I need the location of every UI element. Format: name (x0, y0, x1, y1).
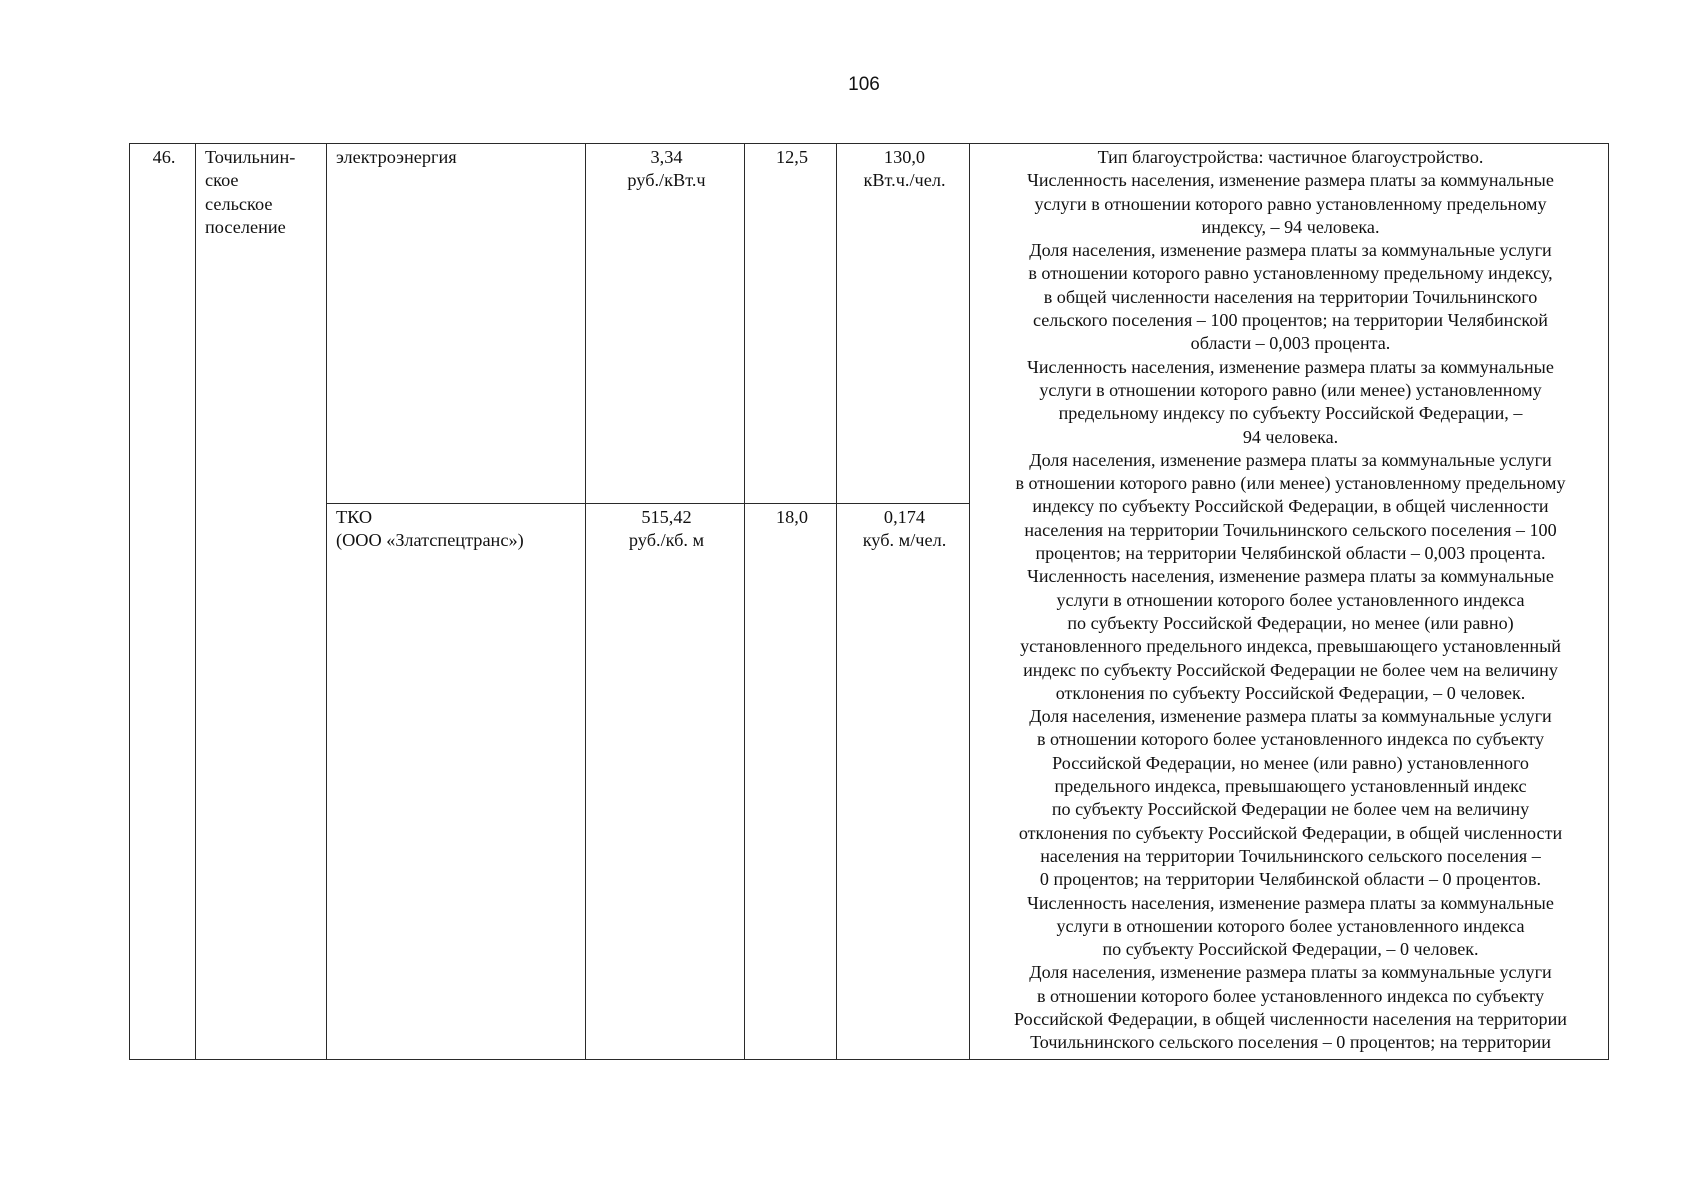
info-line: по субъекту Российской Федерации, – 0 человек. (1102, 939, 1479, 960)
tariff-cell (586, 144, 745, 504)
info-line: индексу, – 94 человека. (1201, 216, 1380, 237)
info-line: индекс по субъекту Российской Федерации не более чем на величину (1023, 659, 1558, 680)
municipality-line: сельское (205, 193, 273, 214)
info-line: Численность населения, изменение размера платы за коммунальные (1027, 892, 1554, 913)
info-line: по субъекту Российской Федерации, но менее (или равно) (1067, 612, 1514, 633)
tariff-unit: руб./кВт.ч (627, 170, 706, 191)
info-line: Доля населения, изменение размера платы за коммунальные услуги (1029, 962, 1552, 983)
row-index: 46. (152, 147, 176, 167)
info-line: отклонения по субъекту Российской Федерации, – 0 человек. (1055, 682, 1526, 703)
municipality-line: ское (205, 170, 239, 191)
info-cell (970, 144, 1609, 1060)
info-line: в отношении которого более установленного индекса по субъекту (1036, 729, 1544, 750)
norm-cell (837, 504, 970, 1060)
info-line: Тип благоустройства: частичное благоустройство. (1097, 147, 1484, 167)
service-name: ТКО (336, 507, 373, 527)
info-line: сельского поселения – 100 процентов; на территории Челябинской (1033, 310, 1548, 331)
info-line: Точильнинского сельского поселения – 0 процентов; на территории (1030, 1032, 1551, 1053)
service-name: электроэнергия (336, 147, 457, 167)
info-line: 0 процентов; на территории Челябинской области – 0 процентов. (1039, 869, 1542, 890)
info-line: Численность населения, изменение размера платы за коммунальные (1027, 566, 1554, 587)
norm-unit: кВт.ч./чел. (863, 170, 946, 191)
info-line: Доля населения, изменение размера платы за коммунальные услуги (1029, 706, 1552, 727)
info-text (979, 146, 1602, 1055)
page-number: 106 (848, 74, 880, 95)
info-line: индексу по субъекту Российской Федерации, в общей численности (1032, 496, 1549, 517)
info-line: в отношении которого равно (или менее) установленному предельному (1015, 473, 1566, 494)
info-line: Доля населения, изменение размера платы за коммунальные услуги (1029, 449, 1552, 470)
municipality-line: Точильнин- (205, 147, 296, 167)
info-line: Российской Федерации, в общей численности населения на территории (1014, 1008, 1567, 1029)
table-row (130, 144, 1609, 504)
info-line: услуги в отношении которого равно установленному предельному (1034, 193, 1547, 214)
info-line: в отношении которого более установленного индекса по субъекту (1036, 985, 1544, 1006)
info-line: 94 человека. (1242, 426, 1339, 447)
service-provider: (ООО «Златспецтранс») (336, 530, 524, 551)
norm-value: 0,174 (883, 507, 926, 527)
tariff-table (129, 143, 1609, 1060)
info-line: в общей численности населения на территории Точильнинского (1043, 286, 1538, 307)
growth-cell (745, 504, 837, 1060)
row-index-cell (130, 144, 196, 1060)
info-line: установленного предельного индекса, превышающего установленный (1020, 636, 1561, 657)
info-line: области – 0,003 процента. (1190, 333, 1391, 354)
info-line: Численность населения, изменение размера платы за коммунальные (1027, 170, 1554, 191)
info-line: Доля населения, изменение размера платы за коммунальные услуги (1029, 240, 1552, 261)
info-line: услуги в отношении которого более установленного индекса (1056, 589, 1525, 610)
info-line: процентов; на территории Челябинской области – 0,003 процента. (1035, 543, 1546, 564)
municipality-line: поселение (205, 216, 286, 237)
info-line: в отношении которого равно установленному предельному индексу, (1028, 263, 1553, 284)
info-line: предельному индексу по субъекту Российской Федерации, – (1058, 403, 1523, 424)
tariff-cell (586, 504, 745, 1060)
growth-value: 18,0 (776, 507, 808, 527)
growth-value: 12,5 (776, 147, 808, 167)
growth-cell (745, 144, 837, 504)
info-line: услуги в отношении которого более установленного индекса (1056, 915, 1525, 936)
norm-value: 130,0 (883, 147, 926, 167)
tariff-unit: руб./кб. м (628, 530, 705, 551)
service-name-cell (327, 144, 586, 504)
info-line: Российской Федерации, но менее (или равно) установленного (1052, 752, 1529, 773)
municipality-cell (196, 144, 327, 1060)
info-line: предельного индекса, превышающего установленный индекс (1054, 776, 1527, 797)
info-line: услуги в отношении которого равно (или менее) установленному (1039, 379, 1542, 400)
tariff-value: 3,34 (650, 147, 683, 167)
info-line: населения на территории Точильнинского сельского поселения – 100 (1024, 519, 1557, 540)
norm-cell (837, 144, 970, 504)
info-line: по субъекту Российской Федерации не более чем на величину (1051, 799, 1530, 820)
info-line: Численность населения, изменение размера платы за коммунальные (1027, 356, 1554, 377)
info-line: населения на территории Точильнинского сельского поселения – (1040, 845, 1541, 866)
info-line: отклонения по субъекту Российской Федерации, в общей численности (1018, 822, 1563, 843)
tariff-value: 515,42 (641, 507, 692, 527)
norm-unit: куб. м/чел. (862, 530, 947, 551)
service-name-cell (327, 504, 586, 1060)
